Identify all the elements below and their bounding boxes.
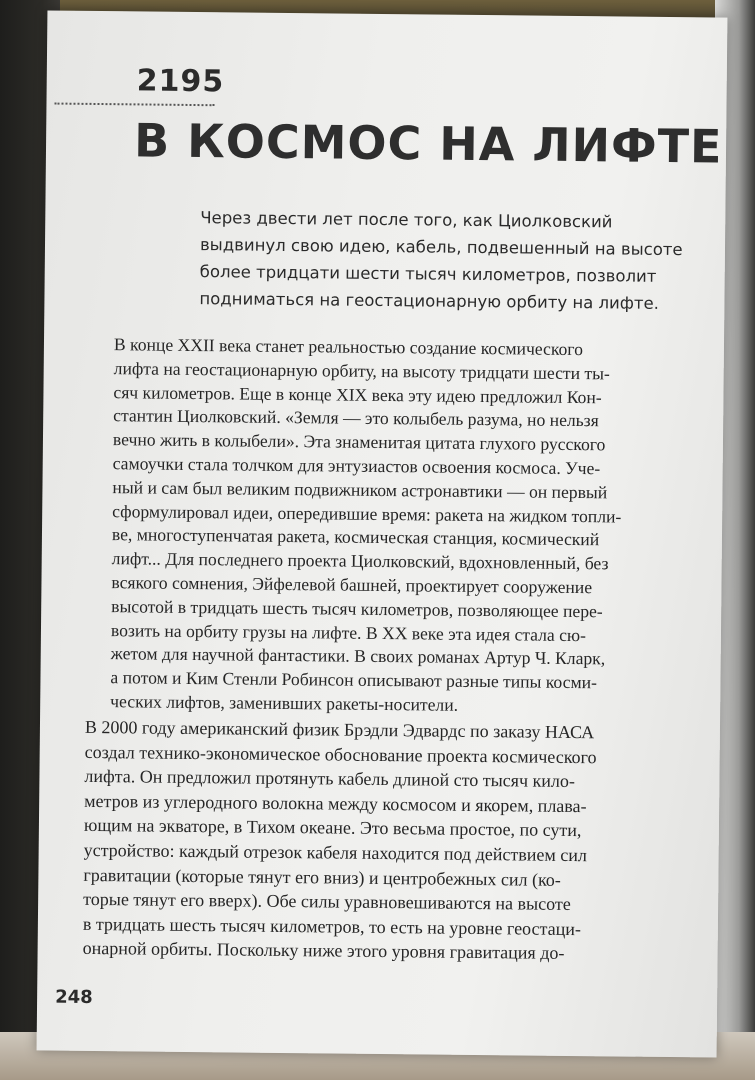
text-line: торые тянут его вверх). Обе силы уравновешиваются на высоте (83, 889, 571, 915)
text-line: лифт... Для последнего проекта Циолковский, вдохновленный, без (111, 548, 609, 574)
text-line: лифта. Он предложил протянуть кабель длиной сто тысяч кило- (84, 766, 576, 792)
chapter-title: В КОСМОС НА ЛИФТЕ (133, 113, 723, 174)
text-line: создал технико-экономическое обоснование проекта космического (84, 741, 597, 767)
text-line: высотой в тридцать шесть тысяч километров, позволяющее пере- (111, 595, 603, 622)
text-line: ческих лифтов, заменивших ракеты-носители. (110, 691, 459, 715)
text-line: сяч километров. Еще в конце XIX века эту идею предложил Кон- (113, 381, 602, 407)
chapter-year: 2195 (136, 63, 225, 100)
text-line: гравитации (которые тянут его вниз) и центробежных сил (ко- (83, 864, 561, 890)
text-line: в тридцать шесть тысяч километров, то есть на уровне геостаци- (82, 913, 581, 939)
lead-line: выдвинул свою идею, кабель, подвешенный на высоте (199, 235, 683, 260)
body-paragraph-1 (110, 333, 694, 720)
text-line: В 2000 году американский физик Брэдли Эдвардс по заказу НАСА (84, 716, 595, 743)
dotted-rule (54, 103, 214, 107)
lead-paragraph (199, 204, 683, 317)
text-line: В конце XXII века станет реальностью создание космического (113, 334, 584, 360)
text-line: самоучки стала толчком для энтузиастов освоения космоса. Уче- (112, 453, 601, 479)
text-line: стантин Циолковский. «Земля — это колыбель разума, но нельзя (113, 405, 599, 431)
text-line: онарной орбиты. Поскольку ниже этого уровня гравитация до- (82, 938, 565, 964)
text-line: сформулировал идеи, опередившие время: ракета на жидком топли- (112, 500, 622, 527)
page-number: 248 (55, 986, 93, 1008)
lead-line: более тридцати шести тысяч километров, позволит (199, 262, 657, 286)
text-line: жетом для научной фантастики. В своих романах Артур Ч. Кларк, (110, 643, 606, 669)
text-line: ве, многоступенчатая ракета, космическая станция, космический (111, 524, 600, 550)
lead-line: Через двести лет после того, как Циолковский (200, 208, 613, 232)
text-line: лифта на геостационарную орбиту, на высоту тридцати шести ты- (113, 357, 610, 384)
text-line: устройство: каждый отрезок кабеля находится под действием сил (83, 839, 588, 866)
lead-line: подниматься на геостационарную орбиту на лифте. (199, 289, 660, 313)
text-line: вечно жить в колыбели». Эта знаменитая цитата глухого русского (112, 429, 606, 455)
body-paragraph-2 (83, 715, 696, 967)
text-line: ный и сам был великим подвижником астронавтики — он первый (112, 476, 608, 503)
text-line: всякого сомнения, Эйфелевой башней, проектирует сооружение (111, 572, 593, 598)
text-line: а потом и Ким Стенли Робинсон описывают разные типы косми- (110, 667, 598, 693)
text-line: метров из углеродного волокна между космосом и якорем, плава- (84, 790, 587, 816)
text-line: ющим на экваторе, в Тихом океане. Это весьма простое, по сути, (83, 815, 582, 841)
text-line: возить на орбиту грузы на лифте. В XX веке эта идея стала сю- (110, 619, 587, 645)
book-page (37, 10, 728, 1057)
